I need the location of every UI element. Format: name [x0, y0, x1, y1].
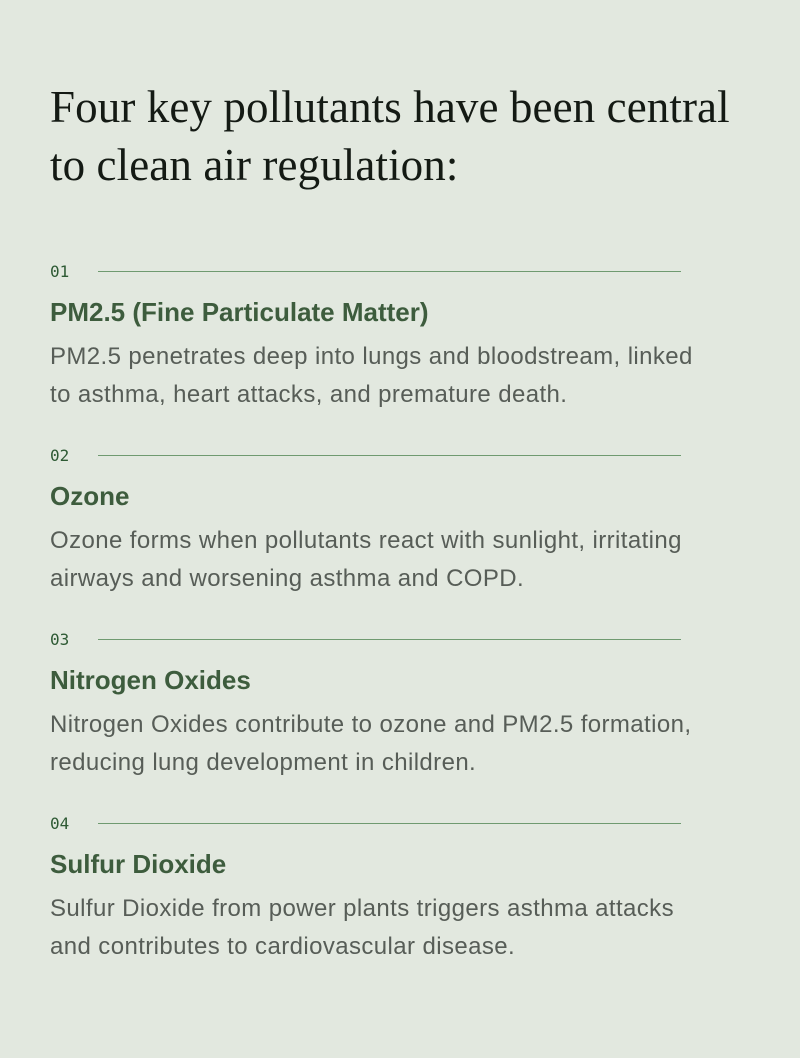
- item-number: 01: [50, 261, 70, 281]
- item-header: [50, 444, 700, 466]
- item-number: 04: [50, 813, 70, 833]
- item-description: Sulfur Dioxide from power plants triggers asthma attacks and contributes to cardiovascular disease.: [50, 895, 674, 960]
- divider-rule: [98, 455, 681, 456]
- item-description: Nitrogen Oxides contribute to ozone and PM2.5 formation, reducing lung development in children.: [50, 711, 692, 776]
- item-header: [50, 628, 700, 650]
- item-description: PM2.5 penetrates deep into lungs and bloodstream, linked to asthma, heart attacks, and premature death.: [50, 343, 693, 408]
- pollutant-item: [50, 812, 700, 966]
- item-header: [50, 260, 700, 282]
- page-headline: Four key pollutants have been central to clean air regulation:: [50, 82, 730, 190]
- divider-rule: [98, 823, 681, 824]
- item-number: 03: [50, 629, 70, 649]
- pollutant-item: [50, 260, 700, 414]
- divider-rule: [98, 271, 681, 272]
- pollutant-list: [50, 260, 700, 966]
- item-header: [50, 812, 700, 834]
- pollutant-item: [50, 444, 700, 598]
- item-title: Ozone: [50, 481, 130, 511]
- item-title: Sulfur Dioxide: [50, 849, 227, 879]
- divider-rule: [98, 639, 681, 640]
- item-description: Ozone forms when pollutants react with sunlight, irritating airways and worsening asthma and COPD.: [50, 527, 682, 592]
- pollutant-item: [50, 628, 700, 782]
- item-title: Nitrogen Oxides: [50, 665, 251, 695]
- item-number: 02: [50, 445, 70, 465]
- item-title: PM2.5 (Fine Particulate Matter): [50, 297, 429, 327]
